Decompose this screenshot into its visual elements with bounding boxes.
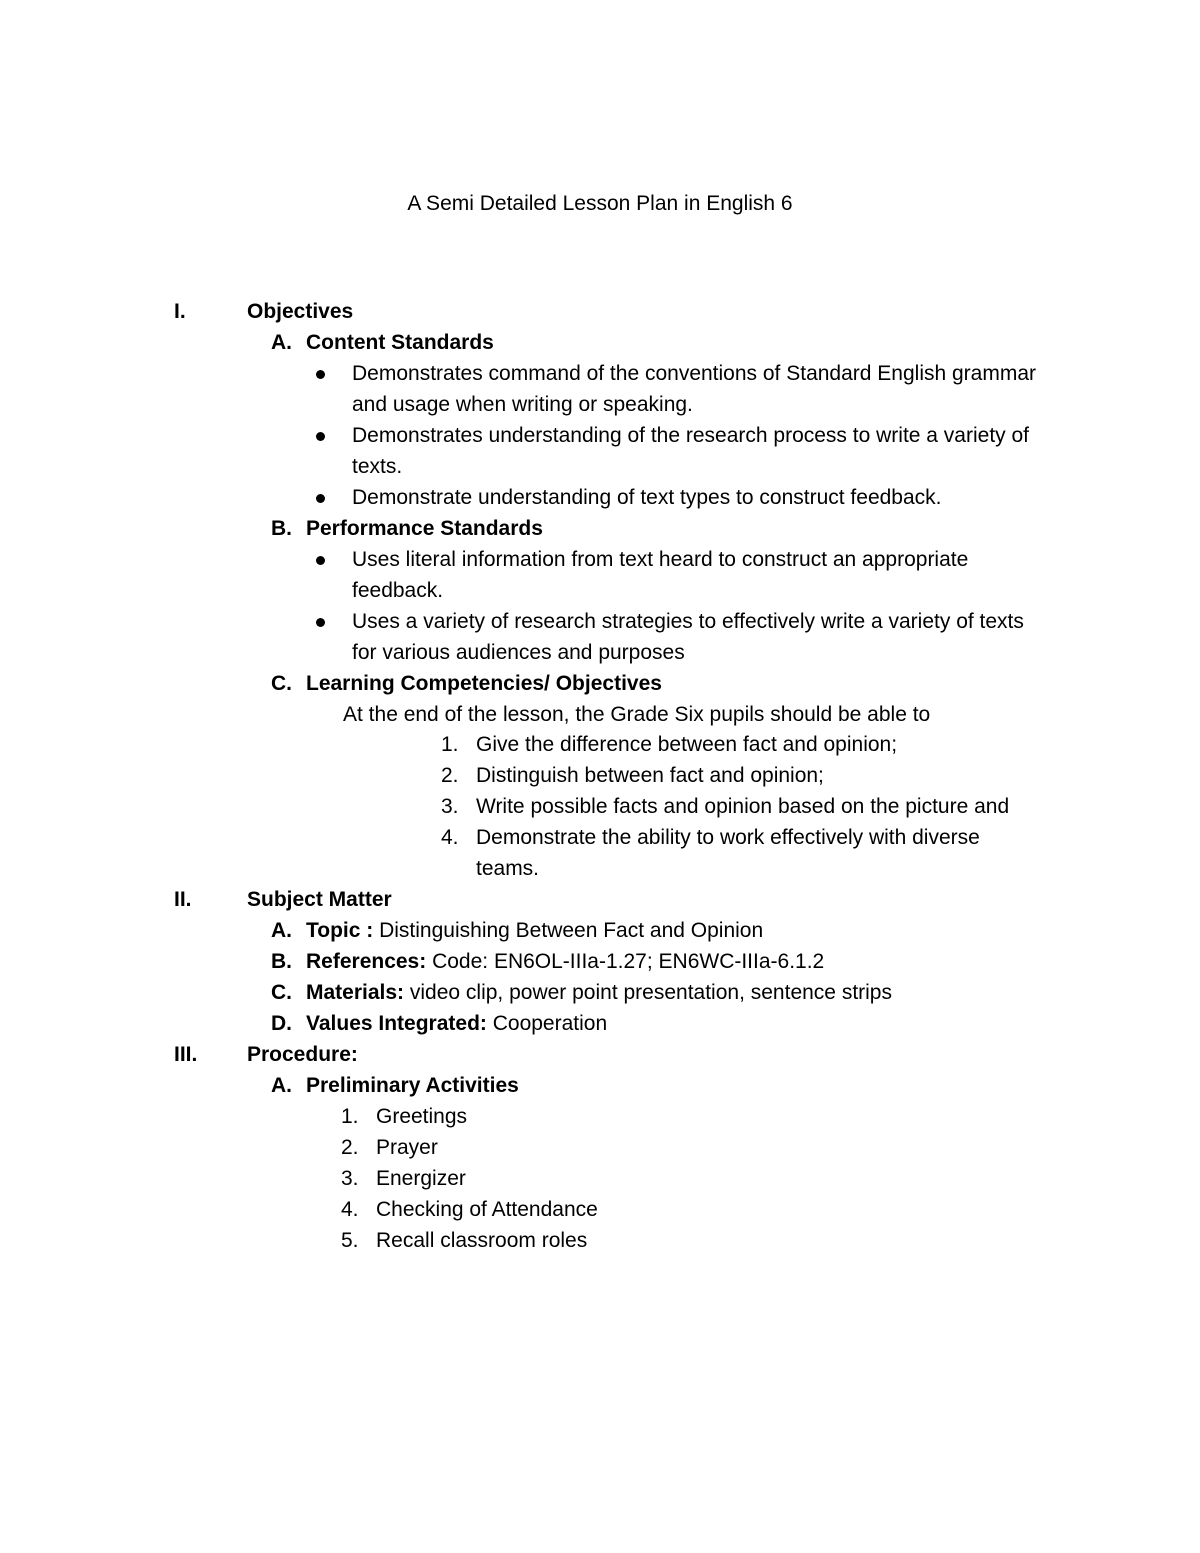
list-number: 1. <box>341 1105 359 1128</box>
list-item-text: teams. <box>476 857 540 880</box>
subsection-letter: C. <box>271 981 292 1004</box>
list-item-text: Greetings <box>376 1105 468 1128</box>
bullet-icon <box>316 370 325 379</box>
subject-item-value: Cooperation <box>486 1012 608 1035</box>
section-numeral: I. <box>174 300 186 323</box>
bullet-text: and usage when writing or speaking. <box>352 393 693 416</box>
bullet-icon <box>316 556 325 565</box>
subject-item-label: Topic : <box>306 919 374 942</box>
subsection-letter: B. <box>271 950 292 973</box>
bullet-text: Demonstrate understanding of text types to construct feedback. <box>352 486 942 509</box>
bullet-text: for various audiences and purposes <box>352 641 685 664</box>
list-number: 2. <box>441 764 459 787</box>
bullet-text: Demonstrates command of the conventions of Standard English grammar <box>352 362 1037 385</box>
section-numeral: II. <box>174 888 192 911</box>
section-numeral: III. <box>174 1043 198 1066</box>
list-item-text: Energizer <box>376 1167 466 1190</box>
subject-item-value: video clip, power point presentation, sentence strips <box>404 981 892 1004</box>
subject-item-materials <box>306 977 892 1008</box>
subject-item-references <box>306 946 824 977</box>
bullet-text: Demonstrates understanding of the research process to write a variety of <box>352 424 1030 447</box>
list-number: 3. <box>441 795 459 818</box>
subsection-heading-content-standards: Content Standards <box>306 331 494 354</box>
subject-item-values <box>306 1008 607 1039</box>
subsection-heading-competencies: Learning Competencies/ Objectives <box>306 672 662 695</box>
subsection-letter: C. <box>271 672 292 695</box>
section-heading-subject-matter: Subject Matter <box>247 888 392 911</box>
section-heading-procedure: Procedure: <box>247 1043 358 1066</box>
subsection-letter: A. <box>271 1074 292 1097</box>
list-item-text: Give the difference between fact and opinion; <box>476 733 898 756</box>
list-item-text: Demonstrate the ability to work effectively with diverse <box>476 826 980 849</box>
bullet-icon <box>316 618 325 627</box>
subsection-heading-performance-standards: Performance Standards <box>306 517 543 540</box>
subject-item-value: Distinguishing Between Fact and Opinion <box>373 919 764 942</box>
subsection-letter: A. <box>271 919 292 942</box>
bullet-icon <box>316 432 325 441</box>
subsection-letter: A. <box>271 331 292 354</box>
bullet-text: Uses a variety of research strategies to effectively write a variety of texts <box>352 610 1024 633</box>
subsection-letter: D. <box>271 1012 292 1035</box>
subject-item-value: Code: EN6OL-IIIa-1.27; EN6WC-IIIa-6.1.2 <box>426 950 825 973</box>
subject-item-label: Materials: <box>306 981 405 1004</box>
section-heading-objectives: Objectives <box>247 300 354 323</box>
subject-item-topic <box>306 915 763 946</box>
bullet-text: Uses literal information from text heard to construct an appropriate <box>352 548 969 571</box>
list-number: 1. <box>441 733 459 756</box>
list-item-text: Checking of Attendance <box>376 1198 598 1221</box>
competencies-intro: At the end of the lesson, the Grade Six pupils should be able to <box>343 703 931 726</box>
document-title: A Semi Detailed Lesson Plan in English 6 <box>407 192 793 215</box>
list-item-text: Recall classroom roles <box>376 1229 588 1252</box>
list-number: 3. <box>341 1167 359 1190</box>
list-number: 4. <box>441 826 459 849</box>
bullet-text: texts. <box>352 455 403 478</box>
list-number: 2. <box>341 1136 359 1159</box>
bullet-text: feedback. <box>352 579 444 602</box>
list-item-text: Prayer <box>376 1136 438 1159</box>
bullet-icon <box>316 494 325 503</box>
subject-item-label: Values Integrated: <box>306 1012 487 1035</box>
list-number: 5. <box>341 1229 359 1252</box>
subject-item-label: References: <box>306 950 427 973</box>
list-item-text: Distinguish between fact and opinion; <box>476 764 824 787</box>
list-item-text: Write possible facts and opinion based on the picture and <box>476 795 1010 818</box>
subsection-letter: B. <box>271 517 292 540</box>
subsection-heading-preliminary: Preliminary Activities <box>306 1074 519 1097</box>
list-number: 4. <box>341 1198 359 1221</box>
